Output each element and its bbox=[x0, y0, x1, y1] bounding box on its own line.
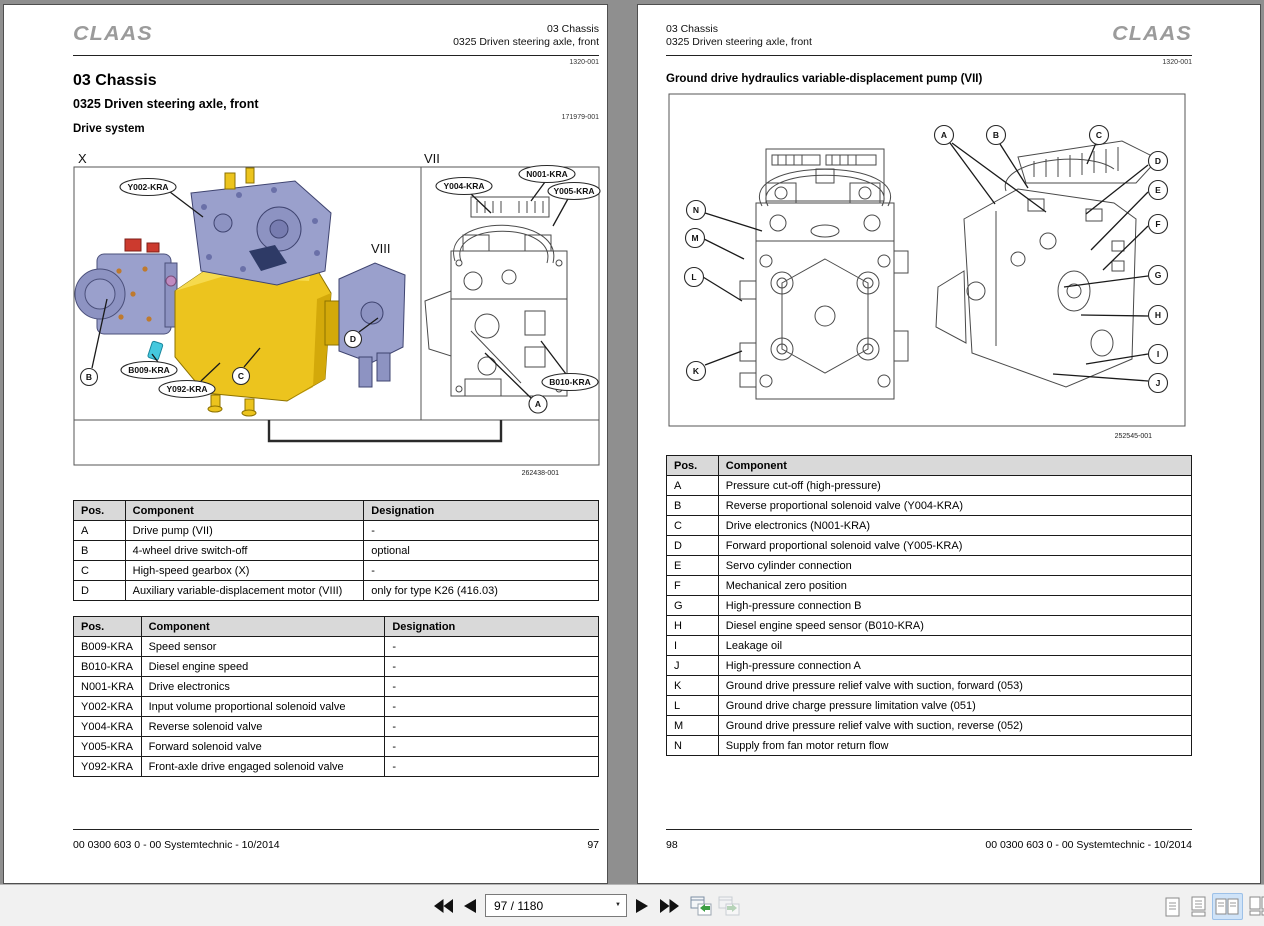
col-component: Component bbox=[718, 456, 1191, 476]
svg-text:Y092-KRA: Y092-KRA bbox=[166, 384, 208, 394]
svg-text:E: E bbox=[1155, 185, 1161, 195]
svg-text:Y004-KRA: Y004-KRA bbox=[443, 181, 485, 191]
next-view-icon bbox=[718, 896, 741, 917]
page-title: 03 Chassis bbox=[73, 72, 157, 89]
callout-a bbox=[529, 395, 547, 413]
single-page-layout-icon bbox=[1165, 897, 1180, 917]
svg-text:H: H bbox=[1154, 310, 1162, 320]
table-row: Y092-KRA Front-axle drive engaged solenoid valve - bbox=[74, 757, 599, 777]
col-designation: Designation bbox=[385, 617, 599, 637]
svg-text:N001-KRA: N001-KRA bbox=[526, 169, 568, 179]
figure-label-x: X bbox=[78, 151, 87, 166]
footer-rule bbox=[666, 829, 1192, 830]
red-fitting bbox=[125, 239, 141, 251]
callout-b010-kra bbox=[542, 374, 598, 391]
svg-text:Y005-KRA: Y005-KRA bbox=[553, 186, 595, 196]
svg-text:K: K bbox=[692, 366, 700, 376]
table-row: I Leakage oil bbox=[667, 636, 1192, 656]
table-row: A Pressure cut-off (high-pressure) bbox=[667, 476, 1192, 496]
topic-heading: Drive system bbox=[73, 123, 145, 135]
table-row: B Reverse proportional solenoid valve (Y004-KRA) bbox=[667, 496, 1192, 516]
table-row: H Diesel engine speed sensor (B010-KRA) bbox=[667, 616, 1192, 636]
bottom-toolbar bbox=[0, 884, 1264, 926]
pump-front-view bbox=[740, 149, 908, 399]
previous-page-button[interactable] bbox=[462, 895, 478, 917]
page-number-input[interactable] bbox=[486, 899, 610, 913]
svg-text:B010-KRA: B010-KRA bbox=[549, 377, 591, 387]
callout-d bbox=[1149, 152, 1168, 171]
last-page-icon bbox=[660, 899, 679, 913]
svg-text:B: B bbox=[85, 372, 93, 382]
manual-page-right bbox=[637, 4, 1261, 884]
component-table-codes bbox=[73, 616, 599, 777]
table-row: N Supply from fan motor return flow bbox=[667, 736, 1192, 756]
table-row: B010-KRA Diesel engine speed - bbox=[74, 657, 599, 677]
previous-view-button[interactable] bbox=[688, 895, 714, 917]
svg-text:J: J bbox=[1155, 378, 1161, 388]
first-page-icon bbox=[434, 899, 453, 913]
component-table bbox=[666, 455, 1192, 756]
callout-d bbox=[345, 331, 362, 348]
table-row: Y005-KRA Forward solenoid valve - bbox=[74, 737, 599, 757]
page-header bbox=[666, 23, 1192, 53]
one-column-layout-button[interactable] bbox=[1187, 893, 1210, 920]
page-footer bbox=[73, 829, 599, 851]
svg-text:D: D bbox=[1154, 156, 1162, 166]
two-column-layout-icon bbox=[1249, 896, 1264, 917]
figure-number: 262438-001 bbox=[521, 470, 559, 477]
one-column-layout-icon bbox=[1191, 896, 1206, 917]
col-pos: Pos. bbox=[667, 456, 719, 476]
svg-text:L: L bbox=[691, 272, 697, 282]
table-row: L Ground drive charge pressure limitation valve (051) bbox=[667, 696, 1192, 716]
table-row: C High-speed gearbox (X) - bbox=[74, 561, 599, 581]
table-row: N001-KRA Drive electronics - bbox=[74, 677, 599, 697]
pump-perspective-view bbox=[936, 141, 1161, 387]
svg-text:B: B bbox=[992, 130, 1000, 140]
callout-c bbox=[1090, 126, 1109, 145]
table-row: K Ground drive pressure relief valve with suction, forward (053) bbox=[667, 676, 1192, 696]
callout-y002-kra bbox=[120, 179, 176, 196]
callout-i bbox=[1149, 345, 1168, 364]
header-code: 1320-001 bbox=[569, 59, 599, 66]
figure-label-viii: VIII bbox=[371, 241, 391, 256]
col-component: Component bbox=[141, 617, 385, 637]
svg-text:C: C bbox=[237, 371, 245, 381]
claas-logo: CLAAS bbox=[1112, 23, 1192, 45]
svg-text:A: A bbox=[940, 130, 948, 140]
two-page-layout-icon bbox=[1215, 898, 1240, 916]
table-header-row bbox=[74, 617, 599, 637]
callout-b bbox=[81, 369, 98, 386]
table-row: Y002-KRA Input volume proportional solenoid valve - bbox=[74, 697, 599, 717]
header-meta bbox=[666, 23, 812, 49]
callout-y004-kra bbox=[436, 178, 492, 195]
next-view-button[interactable] bbox=[716, 895, 742, 917]
table-row: B009-KRA Speed sensor - bbox=[74, 637, 599, 657]
table-row: D Auxiliary variable-displacement motor (VIII) only for type K26 (416.03) bbox=[74, 581, 599, 601]
callout-m bbox=[686, 229, 705, 248]
svg-text:N: N bbox=[692, 205, 700, 215]
svg-text:Y002-KRA: Y002-KRA bbox=[127, 182, 169, 192]
table-header-row bbox=[667, 456, 1192, 476]
callout-e bbox=[1149, 181, 1168, 200]
table-header-row bbox=[74, 501, 599, 521]
header-meta bbox=[453, 23, 599, 49]
callout-b bbox=[987, 126, 1006, 145]
callout-n001-kra bbox=[519, 166, 575, 183]
svg-text:C: C bbox=[1095, 130, 1103, 140]
footer-imprint: 00 0300 603 0 - 00 Systemtechnic - 10/2014 bbox=[985, 839, 1192, 851]
component-table-letters bbox=[73, 500, 599, 601]
svg-text:B009-KRA: B009-KRA bbox=[128, 365, 170, 375]
footer-rule bbox=[73, 829, 599, 830]
callout-y005-kra bbox=[548, 183, 600, 200]
svg-text:A: A bbox=[534, 399, 542, 409]
figure-bracket bbox=[269, 420, 501, 441]
header-section: 0325 Driven steering axle, front bbox=[453, 36, 599, 48]
svg-text:G: G bbox=[1154, 270, 1162, 280]
table-row: A Drive pump (VII) - bbox=[74, 521, 599, 541]
header-code: 1320-001 bbox=[1162, 59, 1192, 66]
two-column-layout-button[interactable] bbox=[1246, 893, 1264, 920]
claas-logo: CLAAS bbox=[73, 23, 153, 45]
footer-page-number: 97 bbox=[587, 839, 599, 851]
callout-y092-kra bbox=[159, 381, 215, 398]
callout-a bbox=[935, 126, 954, 145]
svg-text:M: M bbox=[691, 233, 699, 243]
col-component: Component bbox=[125, 501, 364, 521]
two-page-layout-button[interactable] bbox=[1212, 893, 1243, 920]
header-chapter: 03 Chassis bbox=[666, 23, 718, 35]
page-footer bbox=[666, 829, 1192, 851]
table-row: F Mechanical zero position bbox=[667, 576, 1192, 596]
svg-text:D: D bbox=[349, 334, 357, 344]
pump-line-drawing bbox=[425, 197, 567, 396]
drive-system-figure bbox=[73, 151, 601, 468]
header-section: 0325 Driven steering axle, front bbox=[666, 36, 812, 48]
table-row: G High-pressure connection B bbox=[667, 596, 1192, 616]
manual-page-left bbox=[3, 4, 608, 884]
previous-page-icon bbox=[464, 899, 476, 913]
callout-f bbox=[1149, 215, 1168, 234]
footer-imprint: 00 0300 603 0 - 00 Systemtechnic - 10/2014 bbox=[73, 839, 280, 851]
topic-code: 171979-001 bbox=[561, 114, 599, 121]
next-page-button[interactable] bbox=[634, 895, 650, 917]
svg-text:F: F bbox=[1155, 219, 1161, 229]
last-page-button[interactable] bbox=[657, 895, 681, 917]
callout-b009-kra bbox=[121, 362, 177, 379]
svg-text:I: I bbox=[1156, 349, 1160, 359]
next-page-icon bbox=[636, 899, 648, 913]
table-row: C Drive electronics (N001-KRA) bbox=[667, 516, 1192, 536]
table-row: B 4-wheel drive switch-off optional bbox=[74, 541, 599, 561]
col-pos: Pos. bbox=[74, 501, 126, 521]
figure-label-vii: VII bbox=[424, 151, 440, 166]
footer-page-number: 98 bbox=[666, 839, 678, 851]
page-dropdown-caret-icon[interactable]: ▼ bbox=[615, 902, 621, 908]
header-rule bbox=[666, 55, 1192, 56]
table-row: D Forward proportional solenoid valve (Y005-KRA) bbox=[667, 536, 1192, 556]
page-header bbox=[73, 23, 599, 53]
col-pos: Pos. bbox=[74, 617, 142, 637]
page-subtitle: 0325 Driven steering axle, front bbox=[73, 97, 259, 111]
header-chapter: 03 Chassis bbox=[547, 23, 599, 35]
callout-h bbox=[1149, 306, 1168, 325]
col-designation: Designation bbox=[364, 501, 599, 521]
page-number-field[interactable] bbox=[485, 894, 627, 917]
topic-heading: Ground drive hydraulics variable-displacement pump (VII) bbox=[666, 73, 983, 85]
callout-g bbox=[1149, 266, 1168, 285]
previous-view-icon bbox=[690, 896, 713, 917]
callout-j bbox=[1149, 374, 1168, 393]
table-row: E Servo cylinder connection bbox=[667, 556, 1192, 576]
callout-l bbox=[685, 268, 704, 287]
header-rule bbox=[73, 55, 599, 56]
table-row: Y004-KRA Reverse solenoid valve - bbox=[74, 717, 599, 737]
callout-k bbox=[687, 362, 706, 381]
first-page-button[interactable] bbox=[431, 895, 455, 917]
callout-c bbox=[233, 368, 250, 385]
figure-number: 252545-001 bbox=[1114, 433, 1152, 440]
pump-views-figure bbox=[666, 91, 1194, 431]
table-row: M Ground drive pressure relief valve with suction, reverse (052) bbox=[667, 716, 1192, 736]
table-row: J High-pressure connection A bbox=[667, 656, 1192, 676]
callout-n bbox=[687, 201, 706, 220]
single-page-layout-button[interactable] bbox=[1161, 893, 1184, 920]
